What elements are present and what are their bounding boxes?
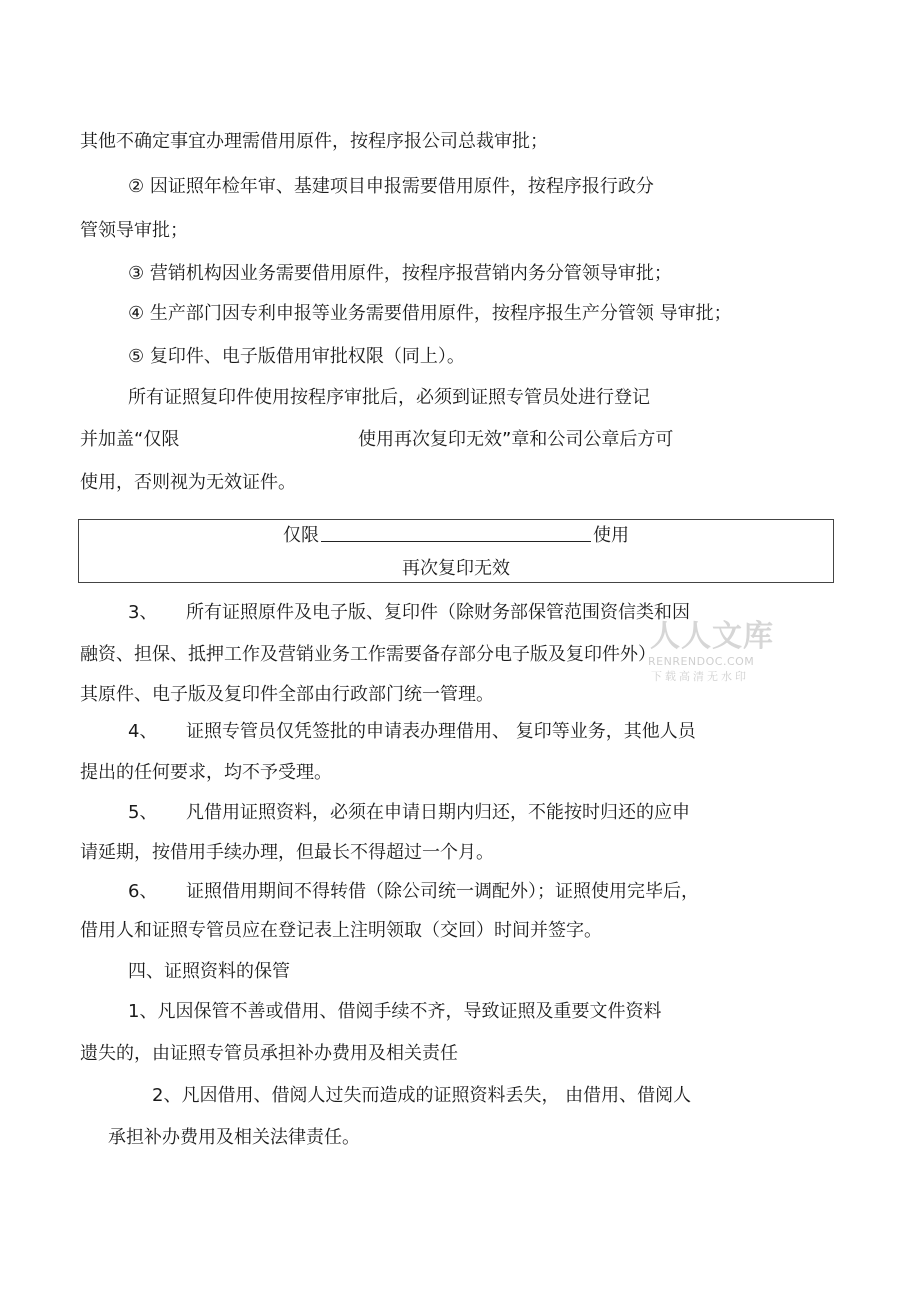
text-line: 借用人和证照专管员应在登记表上注明领取（交回）时间并签字。 <box>80 920 602 941</box>
text-line: 1、凡因保管不善或借用、借阅手续不齐，导致证照及重要文件资料 <box>128 1001 662 1022</box>
stamp-blank-underline <box>321 523 591 542</box>
text-line: ② 因证照年检年审、基建项目申报需要借用原件，按程序报行政分 <box>128 176 654 197</box>
watermark-tagline: 下载高清无水印 <box>651 670 749 683</box>
item-number: 6、 <box>128 881 158 902</box>
text-line: 请延期，按借用手续办理，但最长不得超过一个月。 <box>80 842 494 863</box>
text-line: 管领导审批； <box>80 220 188 241</box>
text-line: 凡借用证照资料，必须在申请日期内归还，不能按时归还的应申 <box>186 802 690 823</box>
text-line: 其他不确定事宜办理需借用原件，按程序报公司总裁审批； <box>80 131 548 152</box>
text-line: 遗失的，由证照专管员承担补办费用及相关责任 <box>80 1043 458 1064</box>
text-line: 所有证照原件及电子版、复印件（除财务部保管范围资信类和因 <box>186 602 690 623</box>
stamp-prefix: 仅限 <box>283 525 319 546</box>
item-number: 3、 <box>128 602 158 623</box>
text-line: 并加盖“仅限 <box>80 429 180 450</box>
text-line: 2、凡因借用、借阅人过失而造成的证照资料丢失， 由借用、借阅人 <box>152 1085 692 1106</box>
stamp-line-2: 再次复印无效 <box>402 558 510 579</box>
text-line: 使用再次复印无效”章和公司公章后方可 <box>358 429 674 450</box>
text-line: 其原件、电子版及复印件全部由行政部门统一管理。 <box>80 684 494 705</box>
text-line: 使用，否则视为无效证件。 <box>80 472 296 493</box>
text-line: 提出的任何要求，均不予受理。 <box>80 762 332 783</box>
text-line: ④ 生产部门因专利申报等业务需要借用原件，按程序报生产分管领 导审批； <box>128 303 732 324</box>
text-line: 所有证照复印件使用按程序审批后，必须到证照专管员处进行登记 <box>128 387 650 408</box>
watermark-domain: RENRENDOC.COM <box>648 655 755 668</box>
text-line: ⑤ 复印件、电子版借用审批权限（同上）。 <box>128 346 465 367</box>
stamp-suffix: 使用 <box>593 525 629 546</box>
item-number: 5、 <box>128 802 158 823</box>
text-line: 融资、担保、抵押工作及营销业务工作需要备存部分电子版及复印件外） <box>80 644 656 665</box>
text-line: ③ 营销机构因业务需要借用原件，按程序报营销内务分管领导审批； <box>128 263 672 284</box>
text-line: 证照专管员仅凭签批的申请表办理借用、 复印等业务，其他人员 <box>186 721 696 742</box>
stamp-sample-box <box>78 519 834 583</box>
text-line: 证照借用期间不得转借（除公司统一调配外）；证照使用完毕后， <box>186 881 699 902</box>
section-heading: 四、证照资料的保管 <box>128 961 290 982</box>
stamp-line-1 <box>79 523 833 548</box>
item-number: 4、 <box>128 721 158 742</box>
text-line: 承担补办费用及相关法律责任。 <box>108 1127 360 1148</box>
watermark-logo-text: 人人文库 <box>650 619 774 654</box>
